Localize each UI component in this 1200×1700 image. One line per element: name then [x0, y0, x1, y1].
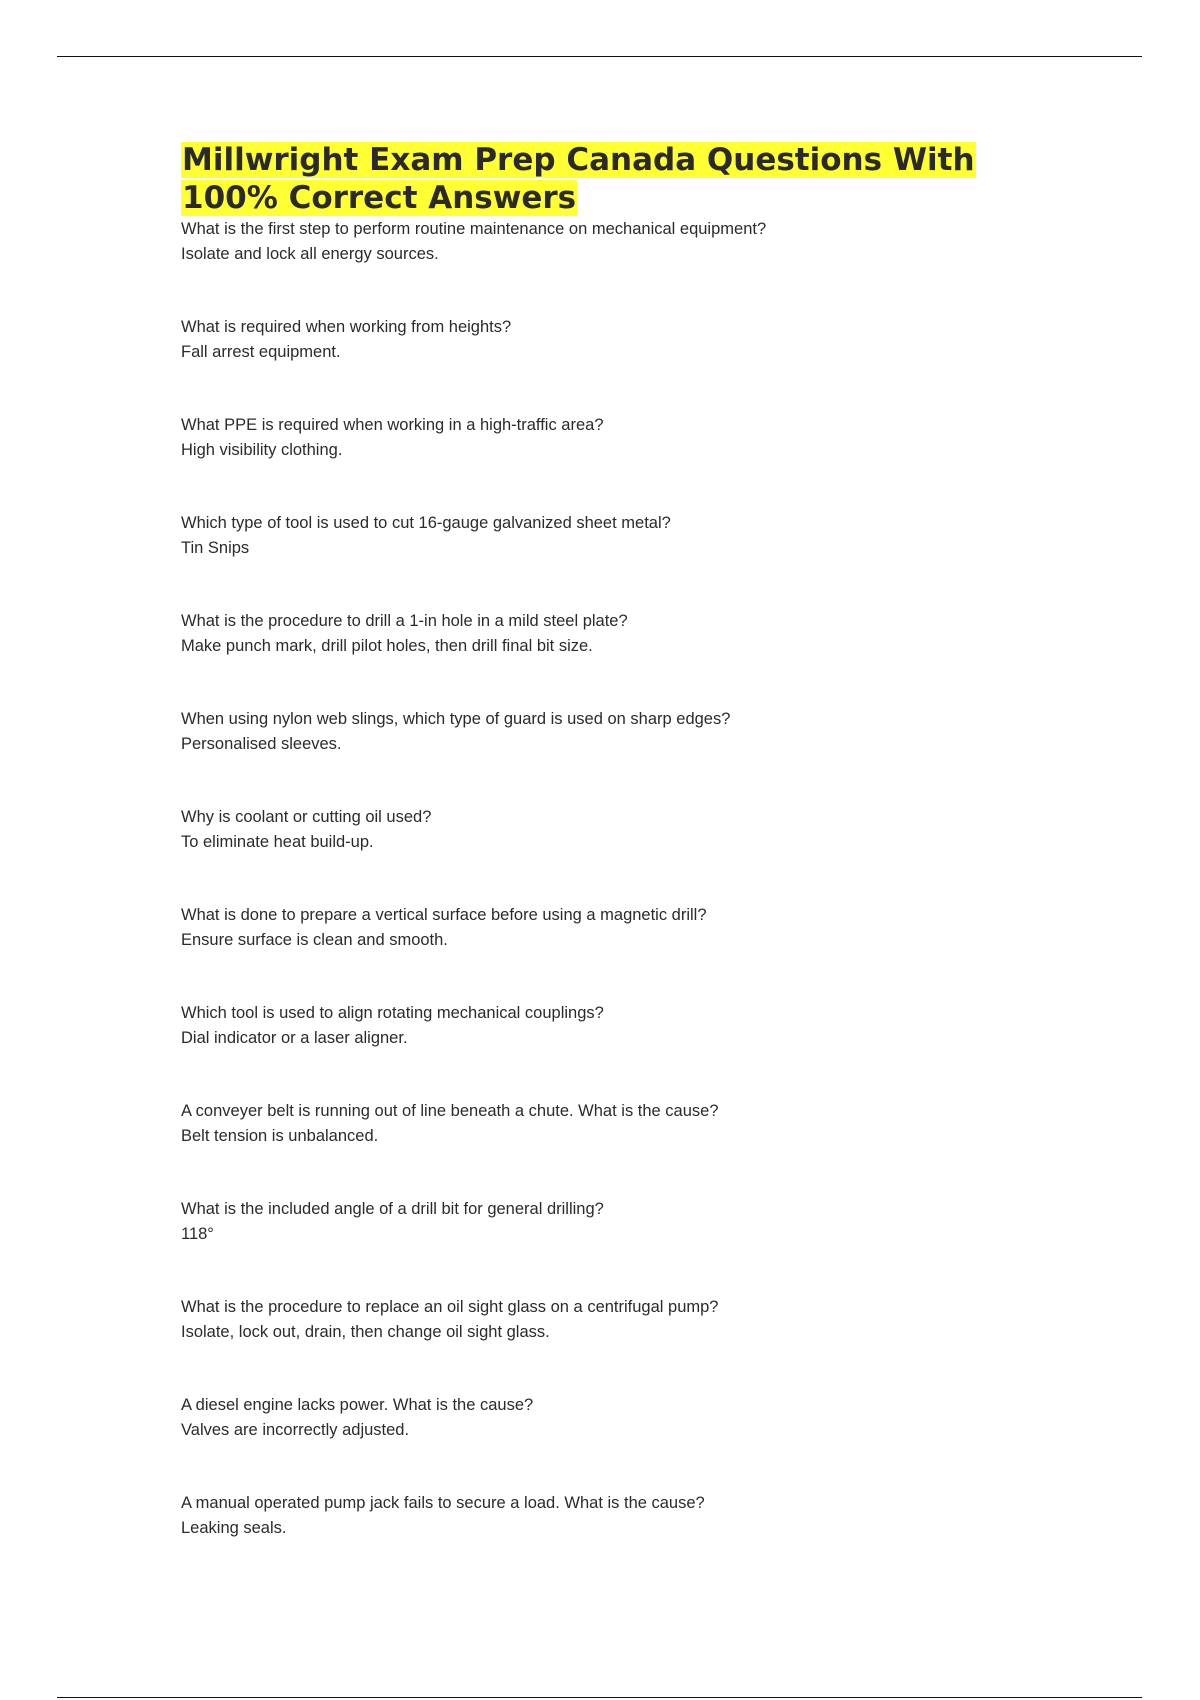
qa-item	[181, 1197, 1081, 1247]
document-body	[181, 141, 1081, 1589]
answer-text: Leaking seals.	[181, 1519, 287, 1537]
question-text: What is done to prepare a vertical surface before using a magnetic drill?	[181, 906, 707, 924]
qa-item	[181, 413, 1081, 463]
answer-text: Ensure surface is clean and smooth.	[181, 931, 448, 949]
question-text: Which tool is used to align rotating mechanical couplings?	[181, 1004, 604, 1022]
qa-item	[181, 1001, 1081, 1051]
question-text: What is the procedure to drill a 1-in hole in a mild steel plate?	[181, 612, 628, 630]
header-rule	[57, 56, 1142, 57]
question-text: Why is coolant or cutting oil used?	[181, 808, 432, 826]
question-text: What is the included angle of a drill bit for general drilling?	[181, 1200, 604, 1218]
answer-text: Isolate and lock all energy sources.	[181, 245, 439, 263]
qa-list	[181, 217, 1081, 1541]
question-text: What is the first step to perform routine maintenance on mechanical equipment?	[181, 220, 767, 238]
question-text: Which type of tool is used to cut 16-gauge galvanized sheet metal?	[181, 514, 671, 532]
qa-item	[181, 903, 1081, 953]
answer-text: 118°	[181, 1225, 214, 1243]
answer-text: Tin Snips	[181, 539, 250, 557]
answer-text: Personalised sleeves.	[181, 735, 342, 753]
question-text: What PPE is required when working in a high-traffic area?	[181, 416, 604, 434]
question-text: A manual operated pump jack fails to secure a load. What is the cause?	[181, 1494, 705, 1512]
question-text: When using nylon web slings, which type of guard is used on sharp edges?	[181, 710, 731, 728]
qa-item	[181, 1295, 1081, 1345]
qa-item	[181, 217, 1081, 267]
qa-item	[181, 707, 1081, 757]
qa-item	[181, 1393, 1081, 1443]
answer-text: Valves are incorrectly adjusted.	[181, 1421, 410, 1439]
footer-rule	[57, 1697, 1142, 1698]
qa-item	[181, 511, 1081, 561]
qa-item	[181, 805, 1081, 855]
qa-item	[181, 315, 1081, 365]
qa-item	[181, 1099, 1081, 1149]
answer-text: High visibility clothing.	[181, 441, 343, 459]
qa-item	[181, 609, 1081, 659]
question-text: A conveyer belt is running out of line beneath a chute. What is the cause?	[181, 1102, 719, 1120]
answer-text: Fall arrest equipment.	[181, 343, 341, 361]
answer-text: Belt tension is unbalanced.	[181, 1127, 379, 1145]
qa-item	[181, 1491, 1081, 1541]
answer-text: Isolate, lock out, drain, then change oil sight glass.	[181, 1323, 550, 1341]
question-text: What is the procedure to replace an oil sight glass on a centrifugal pump?	[181, 1298, 719, 1316]
title-highlight: Millwright Exam Prep Canada Questions With 100% Correct Answers	[182, 142, 975, 216]
question-text: A diesel engine lacks power. What is the cause?	[181, 1396, 534, 1414]
document-title	[181, 141, 1041, 217]
answer-text: To eliminate heat build-up.	[181, 833, 374, 851]
answer-text: Dial indicator or a laser aligner.	[181, 1029, 408, 1047]
answer-text: Make punch mark, drill pilot holes, then drill final bit size.	[181, 637, 593, 655]
question-text: What is required when working from heights?	[181, 318, 512, 336]
